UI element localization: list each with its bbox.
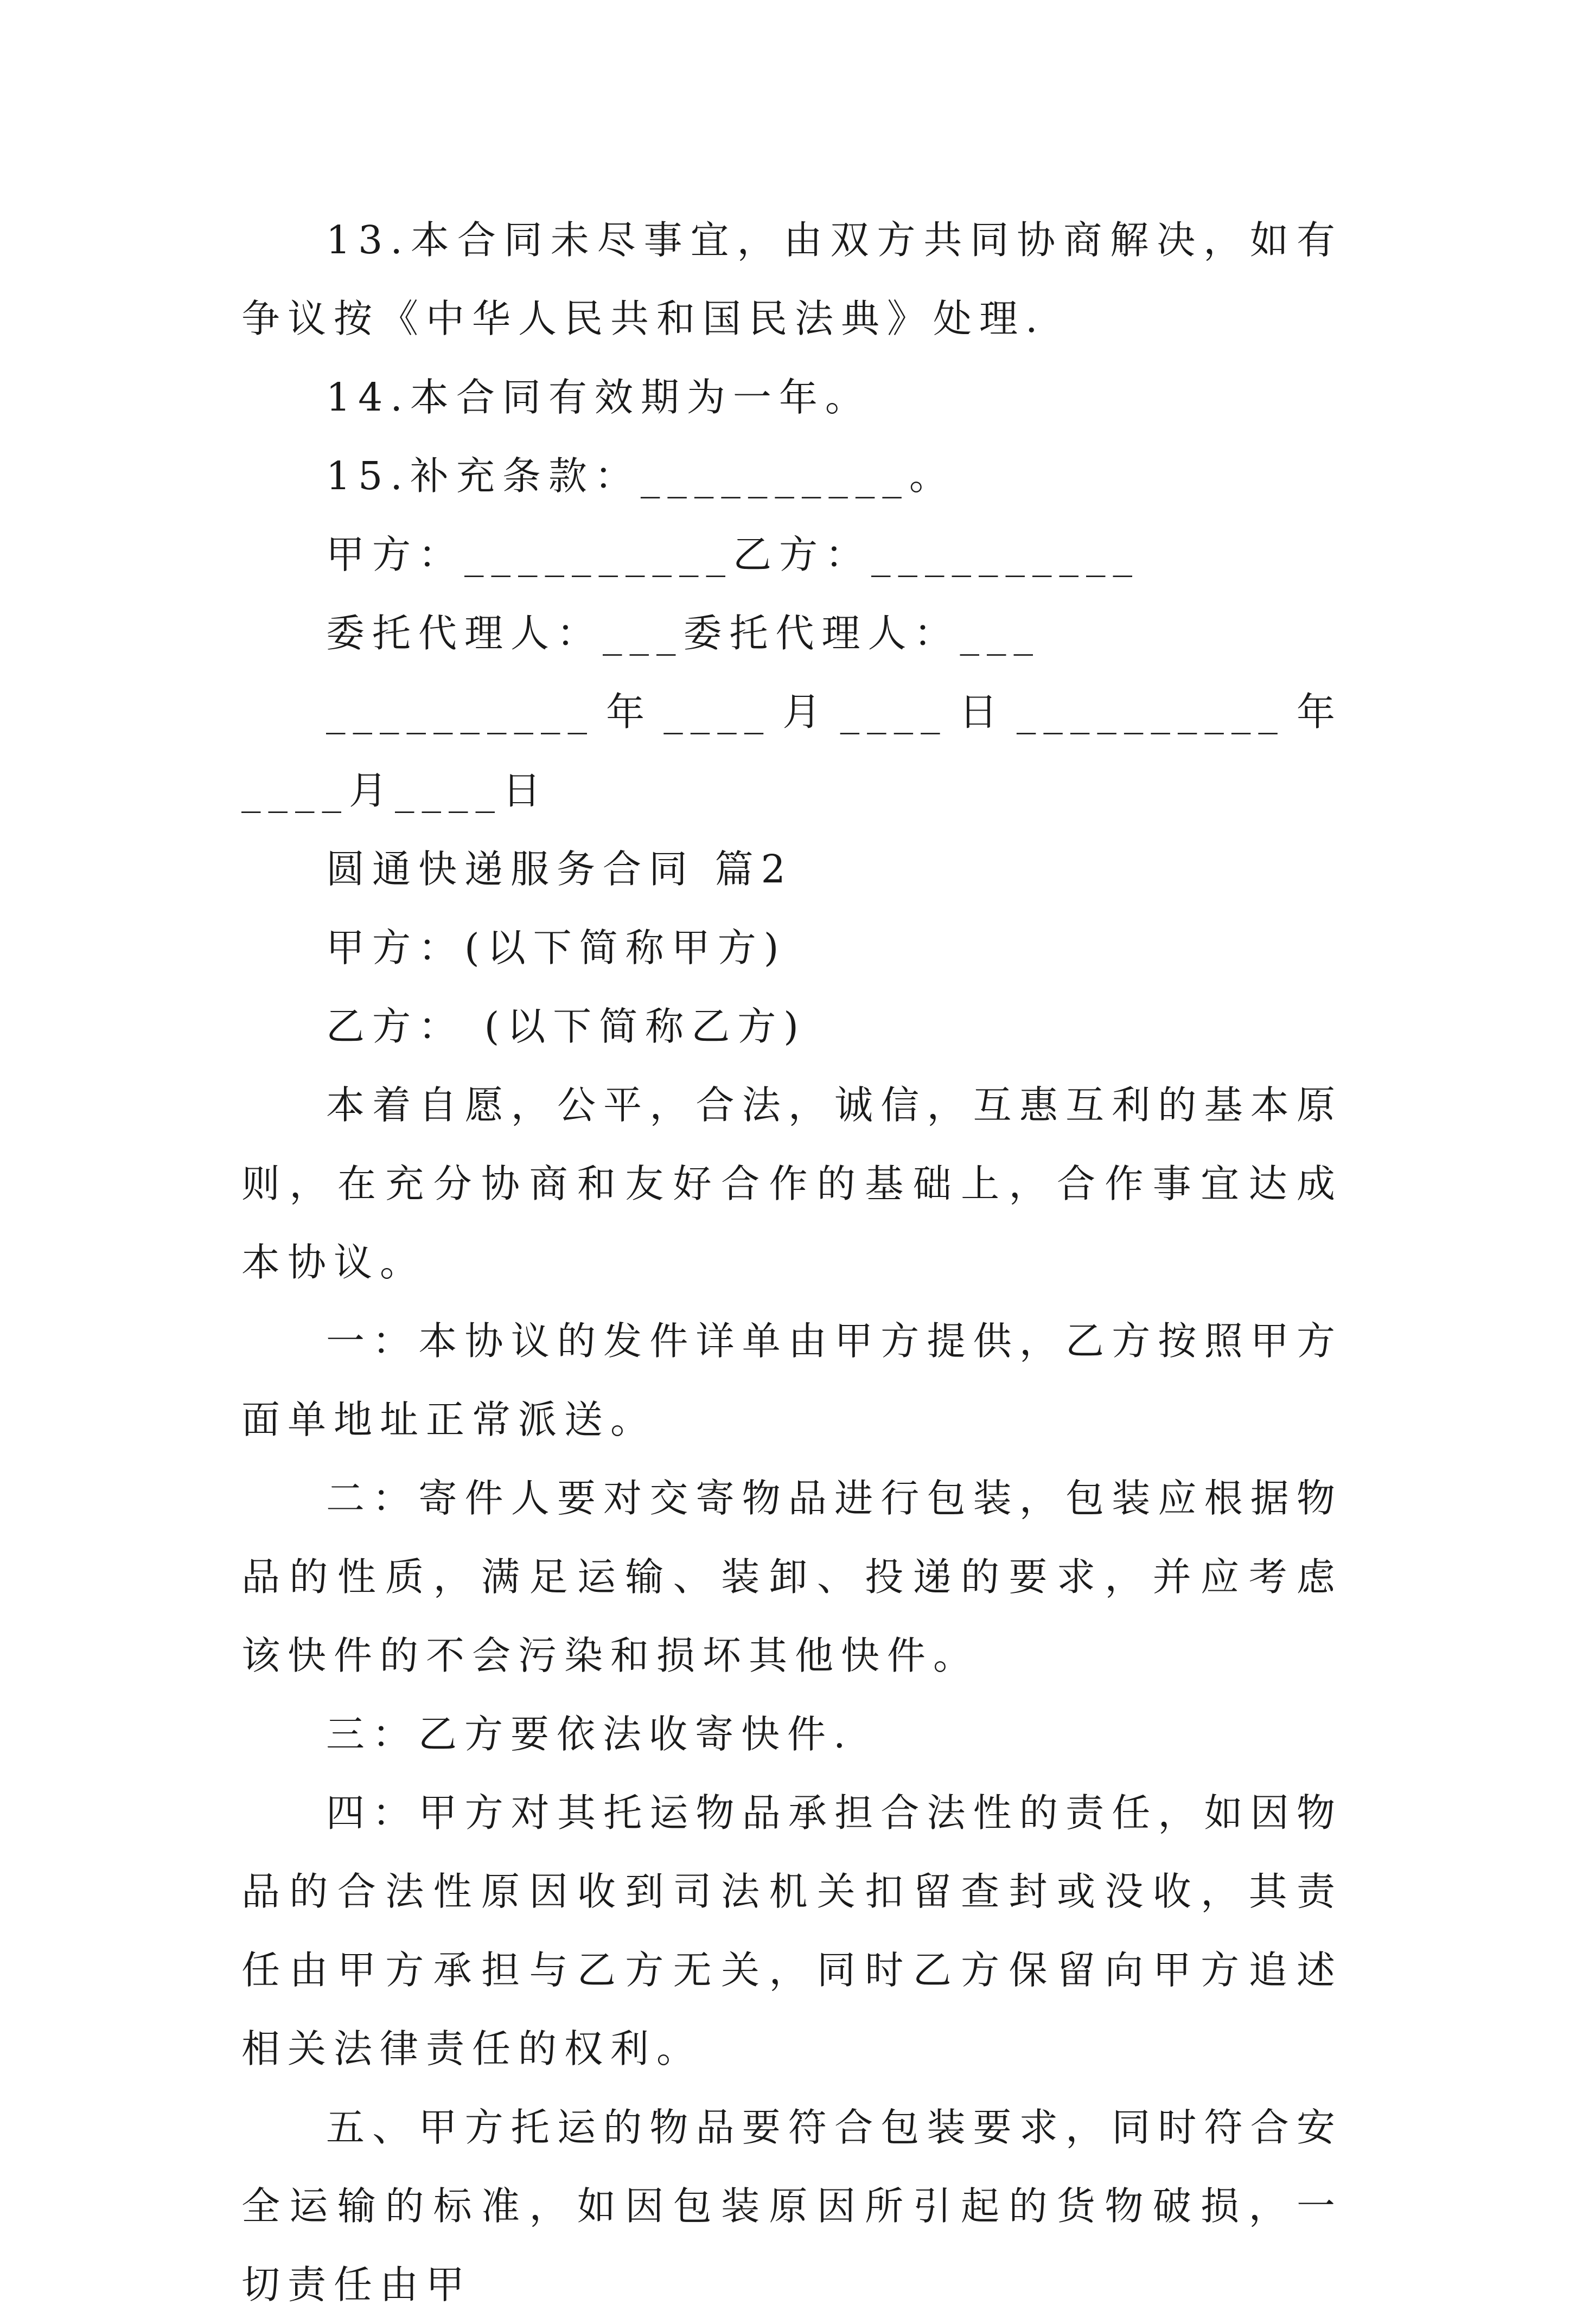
party-a-line: 甲方：(以下简称甲方) xyxy=(326,925,787,970)
article-3: 三：乙方要依法收寄快件. xyxy=(326,1712,853,1757)
preamble-paragraph: 本着自愿，公平，合法，诚信，互惠互利的基本原则，在充分协商和友好合作的基础上，合作事宜达成本协议。 xyxy=(241,1083,1343,1285)
signature-parties-line: 甲方：__________乙方：__________ xyxy=(326,532,1140,577)
signature-agents-line: 委托代理人：___委托代理人：___ xyxy=(326,611,1041,656)
article-1: 一：本协议的发件详单由甲方提供，乙方按照甲方面单地址正常派送。 xyxy=(241,1318,1343,1442)
document-body xyxy=(241,201,1343,2324)
clause-14: 14.本合同有效期为一年。 xyxy=(326,375,871,420)
signature-date-line: __________年____月____日__________年____月____日 xyxy=(241,689,1343,813)
section-title: 圆通快递服务合同 篇2 xyxy=(326,847,793,892)
article-2: 二：寄件人要对交寄物品进行包装，包装应根据物品的性质，满足运输、装卸、投递的要求，并应考虑该快件的不会污染和损坏其他快件。 xyxy=(241,1476,1343,1678)
article-5: 五、甲方托运的物品要符合包装要求，同时符合安全运输的标准，如因包装原因所引起的货物破损，一切责任由甲 xyxy=(241,2105,1343,2307)
clause-13: 13.本合同未尽事宜，由双方共同协商解决，如有争议按《中华人民共和国民法典》处理. xyxy=(241,217,1343,341)
clause-15: 15.补充条款：__________。 xyxy=(326,453,955,498)
party-b-line: 乙方： (以下简称乙方) xyxy=(326,1004,806,1049)
article-4: 四：甲方对其托运物品承担合法性的责任，如因物品的合法性原因收到司法机关扣留查封或没收，其责任由甲方承担与乙方无关，同时乙方保留向甲方追述相关法律责任的权利。 xyxy=(241,1790,1343,2071)
